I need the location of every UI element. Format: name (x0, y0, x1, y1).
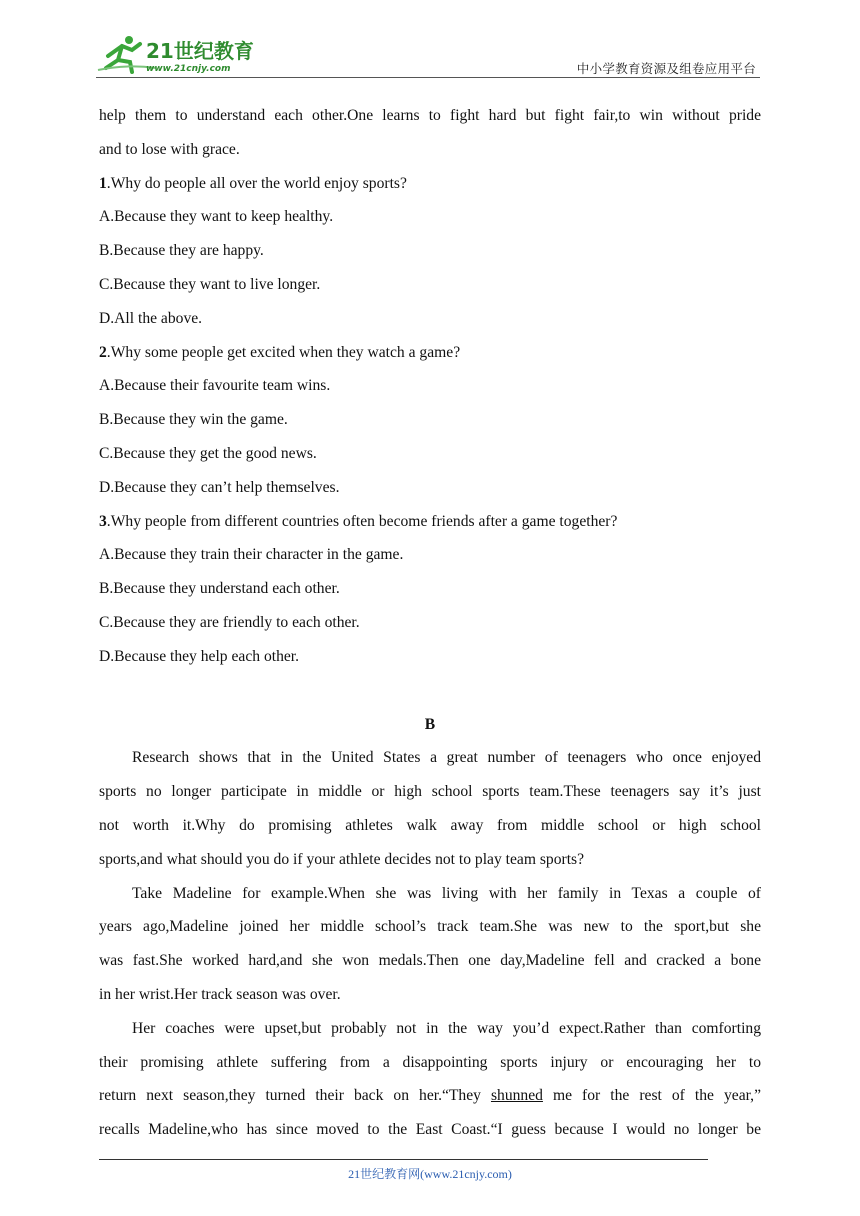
question-text: .Why people from different countries often become friends after a game together? (106, 512, 618, 530)
header-divider (96, 77, 760, 78)
option-b: B.Because they are happy. (99, 242, 264, 260)
text-segment: return next season,they turned their back on her.“They (99, 1087, 491, 1105)
question-2 (99, 336, 761, 370)
paragraph-line: in her wrist.Her track season was over. (99, 985, 341, 1003)
paragraph-line: recalls Madeline,who has since moved to the East Coast.“I guess because I would no longer be (99, 1121, 761, 1139)
option-d: D.All the above. (99, 309, 203, 327)
logo-runner-icon (96, 34, 266, 74)
question-text: .Why do people all over the world enjoy sports? (106, 174, 407, 192)
question-number: 2 (99, 343, 107, 361)
platform-name: 中小学教育资源及组卷应用平台 (576, 61, 756, 76)
document-body (99, 99, 761, 1147)
option-b: B.Because they understand each other. (99, 580, 340, 598)
text-segment: me for the rest of the year,” (542, 1087, 761, 1105)
paragraph-line: not worth it.Why do promising athletes walk away from middle school or high school (99, 816, 761, 834)
question-1 (99, 167, 761, 201)
paragraph-line: their promising athlete suffering from a disappointing sports injury or encouraging her to (99, 1053, 761, 1071)
question-number: 3 (99, 512, 107, 530)
question-3 (99, 505, 761, 539)
paragraph-line: Take Madeline for example.When she was living with her family in Texas a couple of (132, 884, 761, 902)
logo-title: 21世纪教育 (146, 39, 254, 63)
paragraph-line: years ago,Madeline joined her middle school’s track team.She was new to the sport,but she (99, 918, 761, 936)
underlined-word: shunned (490, 1087, 543, 1105)
option-c: C.Because they get the good news. (99, 444, 317, 462)
paragraph-line (99, 1079, 761, 1113)
paragraph-line: sports no longer participate in middle or high school sports team.These teenagers say it’s just (99, 783, 761, 801)
option-b: B.Because they win the game. (99, 411, 288, 429)
option-c: C.Because they want to live longer. (99, 275, 321, 293)
footer-divider (99, 1159, 708, 1160)
page-header (96, 30, 760, 78)
option-c: C.Because they are friendly to each other. (99, 613, 360, 631)
logo-url: www.21cnjy.com (146, 64, 231, 74)
paragraph-line: sports,and what should you do if your athlete decides not to play team sports? (99, 850, 585, 868)
passage-a-line: and to lose with grace. (99, 140, 240, 158)
question-text: .Why some people get excited when they watch a game? (106, 343, 461, 361)
paragraph-line: was fast.She worked hard,and she won medals.Then one day,Madeline fell and cracked a bone (99, 952, 761, 970)
section-title: B (424, 715, 436, 733)
footer-text: 21世纪教育网(www.21cnjy.com) (348, 1167, 512, 1181)
option-a: A.Because they want to keep healthy. (99, 208, 334, 226)
option-d: D.Because they can’t help themselves. (99, 478, 340, 496)
question-number: 1 (99, 174, 107, 192)
option-a: A.Because their favourite team wins. (99, 377, 331, 395)
passage-a-line: help them to understand each other.One learns to fight hard but fight fair,to win without pride (99, 107, 761, 124)
paragraph-line: Her coaches were upset,but probably not in the way you’d expect.Rather than comforting (132, 1019, 761, 1037)
option-a: A.Because they train their character in the game. (99, 546, 404, 564)
option-d: D.Because they help each other. (99, 647, 300, 665)
paragraph-line: Research shows that in the United States a great number of teenagers who once enjoyed (132, 749, 761, 767)
